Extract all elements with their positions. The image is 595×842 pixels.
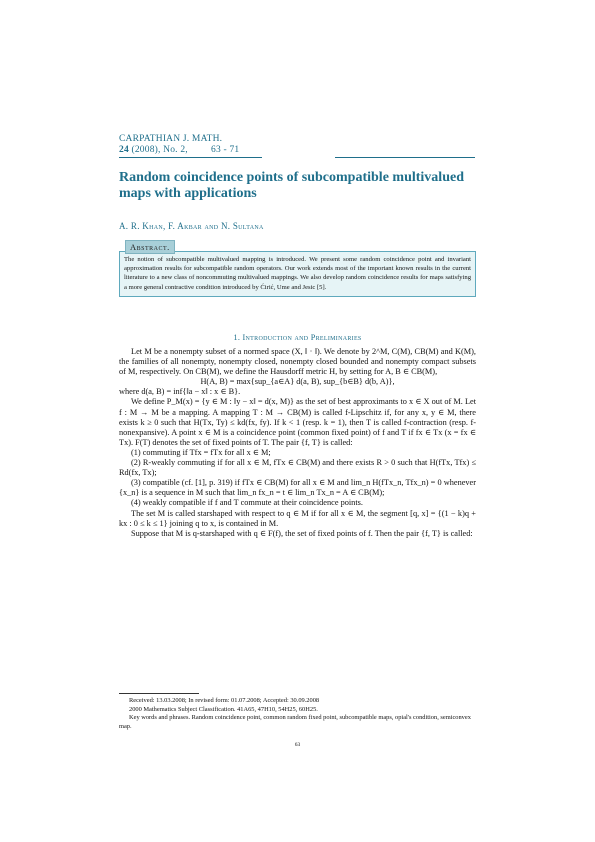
authors: A. R. Khan, F. Akbar and N. Sultana <box>119 221 264 231</box>
header-rule-right <box>335 157 475 158</box>
paragraph: where d(a, B) = inf{‖a − x‖ : x ∈ B}. <box>119 387 241 397</box>
journal-year-issue: (2008), No. 2, <box>131 145 188 155</box>
footnote-msc: 2000 Mathematics Subject Classification. 41A65, 47H10, 54H25, 60H25. <box>129 705 318 713</box>
journal-header <box>119 134 239 156</box>
journal-name: CARPATHIAN J. MATH. <box>119 134 223 144</box>
equation: H(A, B) = max{sup_{a∈A} d(a, B), sup_{b∈B} d(b, A)}, <box>200 377 395 387</box>
journal-pages: 63 - 71 <box>211 145 240 155</box>
footnote-keywords: Key words and phrases. Random coincidence point, common random fixed point, subcompatible maps, opial's condition, semiconvex map. <box>119 714 471 730</box>
journal-volume-line <box>119 145 239 156</box>
list-item: (2) R-weakly commuting if for all x ∈ M, fTx ∈ CB(M) and there exists R > 0 such that H(fTx, Tfx) ≤ Rd(fx, Tx); <box>119 458 476 478</box>
footnotes <box>119 697 476 731</box>
list-item: (1) commuting if Tfx = fTx for all x ∈ M; <box>131 447 271 457</box>
section-title: 1. Introduction and Preliminaries <box>233 333 362 342</box>
abstract-label: Abstract. <box>125 240 175 254</box>
page-number: 63 <box>294 742 301 748</box>
footnote-received: Received: 13.03.2008; In revised form: 01.07.2008; Accepted: 30.09.2008 <box>129 697 320 704</box>
paragraph: We define P_M(x) = {y ∈ M : ‖y − x‖ = d(x, M)} as the set of best approximants to x ∈ X out of M. Let f : M → M be a mapping. A mapping T : M → CB(M) is called f-Lipschitz if, for any x, y ∈ M, there exists k ≥ 0 such that H(Tx, Ty) ≤ kd(fx, fy). If k < 1 (resp. k = 1), then T is called f-contraction (resp. f-nonexpansive). A point x ∈ M is a coincidence point (common fixed point) of f and T if fx ∈ Tx (x = fx ∈ Tx). F(T) denotes the set of fixed points of T. The pair {f, T} is called: <box>119 397 476 447</box>
paragraph: The set M is called starshaped with respect to q ∈ M if for all x ∈ M, the segment [q, x] = {(1 − k)q + kx : 0 ≤ k ≤ 1} joining q to x, is contained in M. <box>119 508 476 528</box>
list-item: (3) compatible (cf. [1], p. 319) if fTx ∈ CB(M) for all x ∈ M and lim_n H(fTx_n, Tfx_n) = 0 whenever {x_n} is a sequence in M such that lim_n fx_n = t ∈ lim_n Tx_n = A ∈ CB(M); <box>119 478 476 498</box>
list-item: (4) weakly compatible if f and T commute at their coincidence points. <box>131 498 363 508</box>
paragraph: Suppose that M is q-starshaped with q ∈ F(f), the set of fixed points of f. Then the pair {f, T} is called: <box>131 528 473 538</box>
abstract-box <box>119 251 476 297</box>
footnote-rule <box>119 693 199 694</box>
paper-title: Random coincidence points of subcompatible multivalued maps with applications <box>119 170 464 201</box>
header-rule-left <box>119 157 262 158</box>
body-text <box>119 347 476 539</box>
journal-volume: 24 <box>119 145 129 155</box>
paragraph: Let M be a nonempty subset of a normed space (X, ‖ · ‖). We denote by 2^M, C(M), CB(M) and K(M), the families of all nonempty, nonempty closed, nonempty closed bounded and nonempty compact subsets of M, respectively. On CB(M), we define the Hausdorff metric H, by setting for A, B ∈ CB(M), <box>119 347 476 377</box>
abstract-text: The notion of subcompatible multivalued mapping is introduced. We present some random coincidence point and invariant approximation results for subcompatible random operators. Our work extends most of the important known results in the current literature to a new class of noncommuting multivalued mappings. We also develop random coincidence results for maps satisfying a more general contractive condition introduced by Ćirić, Ume and Jesic [5]. <box>124 256 471 291</box>
